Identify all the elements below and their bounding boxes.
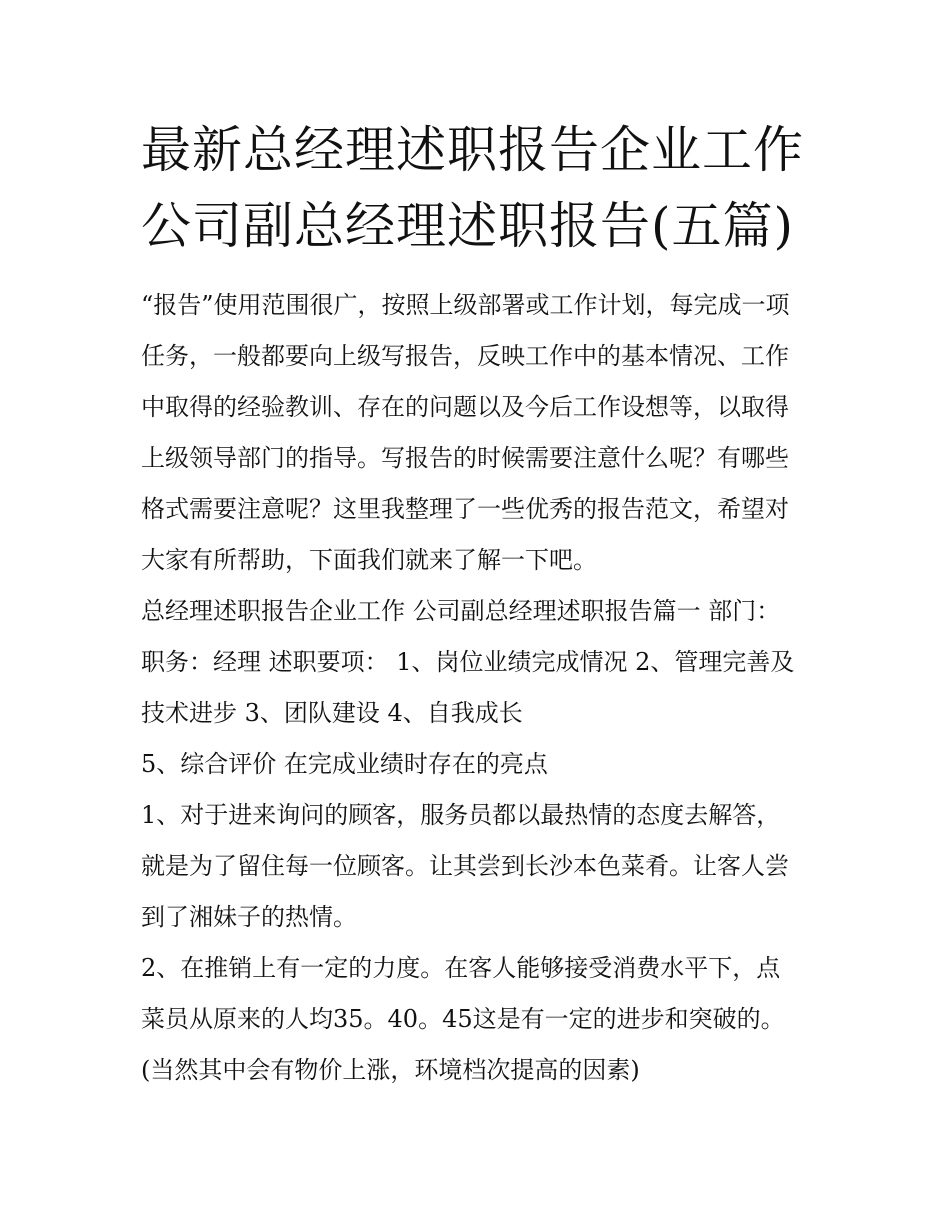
- title-line-1: 最新总经理述职报告企业工作: [141, 121, 804, 179]
- point1-line: 1、对于进来询问的顾客，服务员都以最热情的态度去解答，: [141, 801, 781, 829]
- section-line: 技术进步 3、团队建设 4、自我成长: [141, 699, 523, 727]
- item5-line: 5、综合评价 在完成业绩时存在的亮点: [141, 750, 548, 778]
- point1-line: 就是为了留住每一位顾客。让其尝到长沙本色菜肴。让客人尝: [141, 852, 789, 880]
- point1-paragraph: [141, 790, 821, 943]
- point2-line: 菜员从原来的人均35。40。45这是有一定的进步和突破的。: [141, 1005, 785, 1033]
- intro-paragraph: [141, 280, 821, 586]
- title-line-2: 公司副总经理述职报告(五篇): [141, 197, 795, 255]
- point2-paragraph: [141, 943, 821, 1096]
- item5-paragraph: [141, 739, 821, 790]
- point1-line: 到了湘妹子的热情。: [141, 903, 357, 931]
- point2-line: (当然其中会有物价上涨，环境档次提高的因素): [141, 1056, 640, 1084]
- document-title: [141, 112, 821, 264]
- intro-line: 大家有所帮助，下面我们就来了解一下吧。: [141, 546, 597, 574]
- document-page: [141, 112, 821, 1096]
- intro-line: 格式需要注意呢？这里我整理了一些优秀的报告范文，希望对: [141, 495, 789, 523]
- intro-line: 上级领导部门的指导。写报告的时候需要注意什么呢？有哪些: [141, 444, 789, 472]
- point2-line: 2、在推销上有一定的力度。在客人能够接受消费水平下，点: [141, 954, 781, 982]
- section-line: 总经理述职报告企业工作 公司副总经理述职报告篇一 部门：: [141, 597, 781, 625]
- section-header-paragraph: [141, 586, 821, 739]
- intro-line: 任务，一般都要向上级写报告，反映工作中的基本情况、工作: [141, 342, 789, 370]
- intro-line: “报告”使用范围很广，按照上级部署或工作计划，每完成一项: [141, 291, 790, 319]
- section-line: 职务：经理 述职要项： 1、岗位业绩完成情况 2、管理完善及: [141, 648, 795, 676]
- intro-line: 中取得的经验教训、存在的问题以及今后工作设想等，以取得: [141, 393, 789, 421]
